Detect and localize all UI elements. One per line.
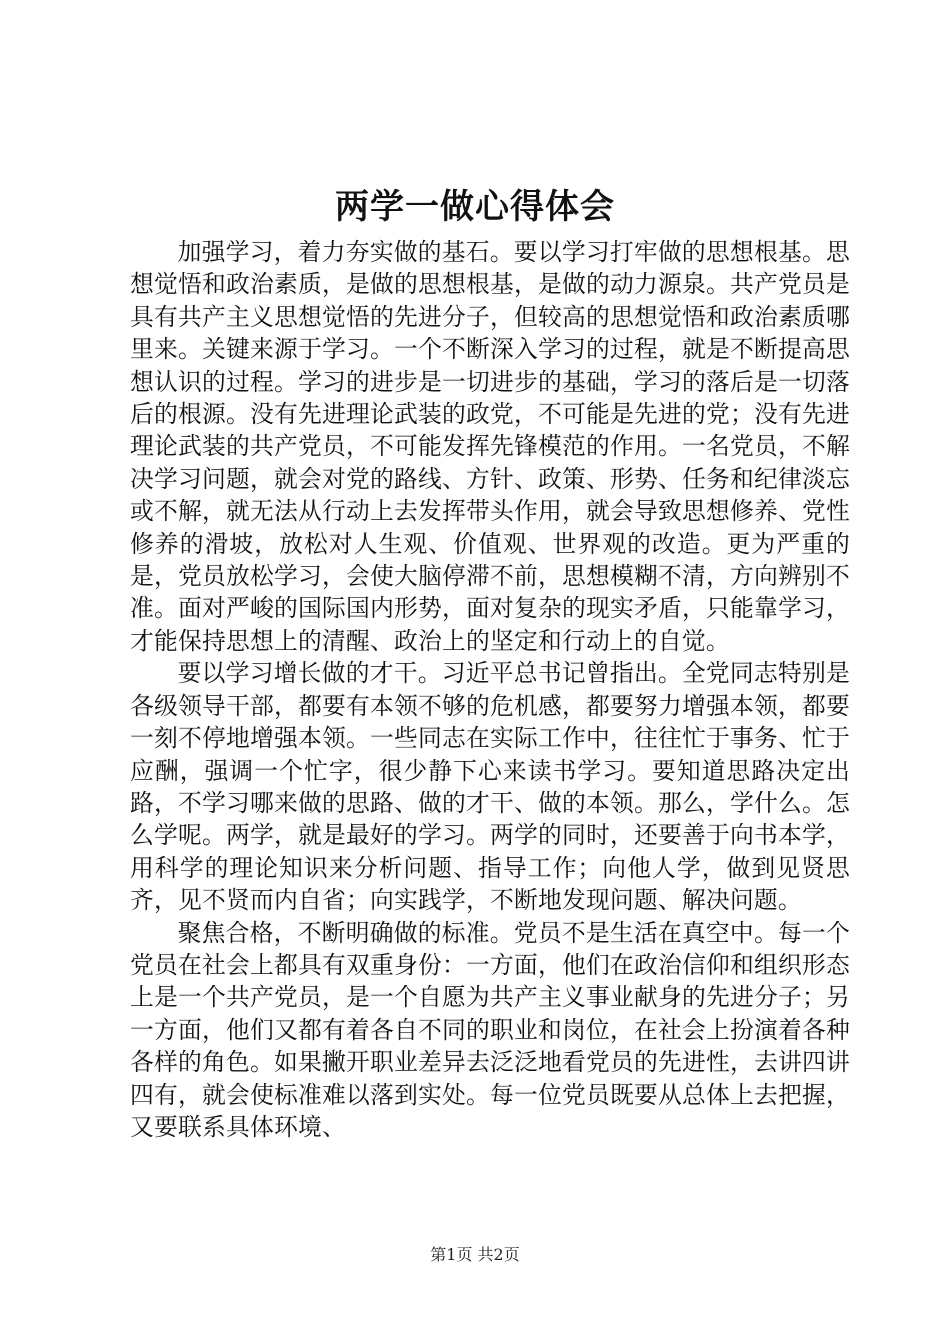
document-body [130, 236, 850, 1143]
document-title: 两学一做心得体会 [335, 187, 615, 227]
paragraph-3: 聚焦合格，不断明确做的标准。党员不是生活在真空中。每一个党员在社会上都具有双重身份：一方面，他们在政治信仰和组织形态上是一个共产党员，是一个自愿为共产主义事业献身的先进分子；另一方面，他们又都有着各自不同的职业和岗位，在社会上扮演着各种各样的角色。如果撇开职业差异去泛泛地看党员的先进性，去讲四讲四有，就会使标准难以落到实处。每一位党员既要从总体上去把握，又要联系具体环境、 [130, 918, 850, 1141]
paragraph-1: 加强学习，着力夯实做的基石。要以学习打牢做的思想根基。思想觉悟和政治素质，是做的思想根基，是做的动力源泉。共产党员是具有共产主义思想觉悟的先进分子，但较高的思想觉悟和政治素质哪里来。关键来源于学习。一个不断深入学习的过程，就是不断提高思想认识的过程。学习的进步是一切进步的基础，学习的落后是一切落后的根源。没有先进理论武装的政党，不可能是先进的党；没有先进理论武装的共产党员，不可能发挥先锋模范的作用。一名党员，不解决学习问题，就会对党的路线、方针、政策、形势、任务和纪律淡忘或不解，就无法从行动上去发挥带头作用，就会导致思想修养、党性修养的滑坡，放松对人生观、价值观、世界观的改造。更为严重的是，党员放松学习，会使大脑停滞不前，思想模糊不清，方向辨别不准。面对严峻的国际国内形势，面对复杂的现实矛盾，只能靠学习，才能保持思想上的清醒、政治上的坚定和行动上的自觉。 [130, 238, 850, 655]
page-footer: 第1页 共2页 [430, 1245, 520, 1264]
paragraph-2: 要以学习增长做的才干。习近平总书记曾指出。全党同志特别是各级领导干部，都要有本领不够的危机感，都要努力增强本领，都要一刻不停地增强本领。一些同志在实际工作中，往往忙于事务、忙于应酬，强调一个忙字，很少静下心来读书学习。要知道思路决定出路，不学习哪来做的思路、做的才干、做的本领。那么，学什么。怎么学呢。两学，就是最好的学习。两学的同时，还要善于向书本学，用科学的理论知识来分析问题、指导工作；向他人学，做到见贤思齐，见不贤而内自省；向实践学，不断地发现问题、解决问题。 [130, 659, 850, 915]
